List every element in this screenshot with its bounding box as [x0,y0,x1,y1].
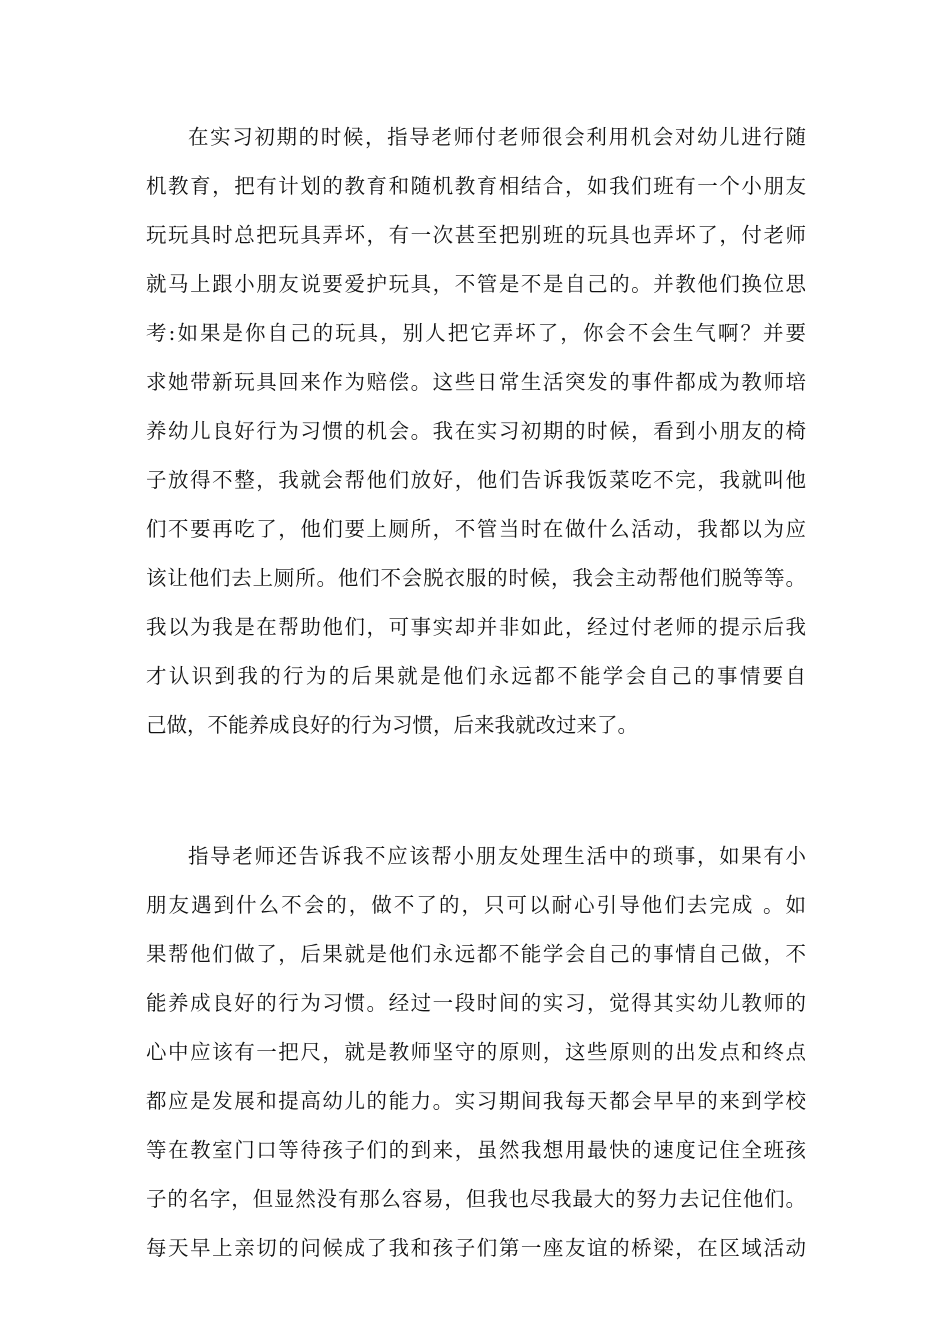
paragraph-line: 们不要再吃了，他们要上厕所，不管当时在做什么活动，我都以为应 [146,517,806,541]
paragraph-line: 子的名字，但显然没有那么容易，但我也尽我最大的努力去记住他们。 [146,1187,806,1211]
paragraph-line: 能养成良好的行为习惯。经过一段时间的实习，觉得其实幼儿教师的 [146,991,806,1015]
paragraph-line: 养幼儿良好行为习惯的机会。我在实习初期的时候，看到小朋友的椅 [146,419,806,443]
paragraph-line: 心中应该有一把尺，就是教师坚守的原则，这些原则的出发点和终点 [146,1040,806,1064]
paragraph-line: 朋友遇到什么不会的，做不了的，只可以耐心引导他们去完成 。如 [146,893,806,917]
paragraph-line: 都应是发展和提高幼儿的能力。实习期间我每天都会早早的来到学校 [146,1089,806,1113]
paragraph-line: 每天早上亲切的问候成了我和孩子们第一座友谊的桥梁，在区域活动 [146,1236,806,1260]
paragraph-2 [146,832,806,1273]
paragraph-line: 在实习初期的时候，指导老师付老师很会利用机会对幼儿进行随 [188,125,806,149]
paragraph-line: 等在教室门口等待孩子们的到来，虽然我想用最快的速度记住全班孩 [146,1138,806,1162]
paragraph-line: 机教育，把有计划的教育和随机教育相结合，如我们班有一个小朋友 [146,174,806,198]
paragraph-line: 我以为我是在帮助他们，可事实却并非如此，经过付老师的提示后我 [146,615,806,639]
paragraph-line: 就马上跟小朋友说要爱护玩具，不管是不是自己的。并教他们换位思 [146,272,806,296]
paragraph-line: 果帮他们做了，后果就是他们永远都不能学会自己的事情自己做，不 [146,942,806,966]
paragraph-line: 考:如果是你自己的玩具，别人把它弄坏了，你会不会生气啊？并要 [146,321,806,345]
paragraph-line: 该让他们去上厕所。他们不会脱衣服的时候，我会主动帮他们脱等等。 [146,566,806,590]
paragraph-line: 子放得不整，我就会帮他们放好，他们告诉我饭菜吃不完，我就叫他 [146,468,806,492]
paragraph-line: 己做，不能养成良好的行为习惯，后来我就改过来了。 [146,713,638,737]
paragraph-line: 指导老师还告诉我不应该帮小朋友处理生活中的琐事，如果有小 [188,844,806,868]
paragraph-line: 求她带新玩具回来作为赔偿。这些日常生活突发的事件都成为教师培 [146,370,806,394]
paragraph-line: 才认识到我的行为的后果就是他们永远都不能学会自己的事情要自 [146,664,806,688]
paragraph-1 [146,113,806,750]
paragraph-line: 玩玩具时总把玩具弄坏，有一次甚至把别班的玩具也弄坏了，付老师 [146,223,806,247]
